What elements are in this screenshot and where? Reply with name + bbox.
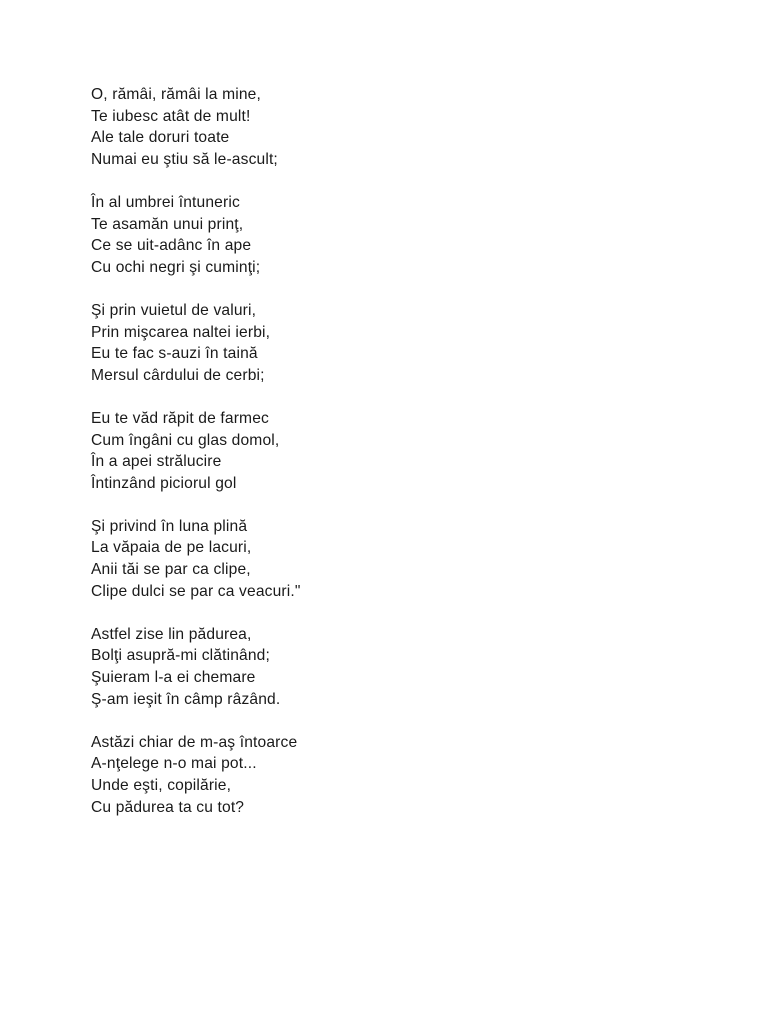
poem-line: La văpaia de pe lacuri, [91, 539, 252, 557]
stanza-5 [91, 516, 301, 602]
poem-line: Eu te fac s-auzi în taină [91, 345, 258, 363]
poem-line: Ale tale doruri toate [91, 129, 230, 147]
poem-line: Mersul cârdului de cerbi; [91, 366, 265, 384]
poem-line: Şuieram l-a ei chemare [91, 669, 256, 687]
poem-line: Întinzând piciorul gol [91, 474, 237, 492]
poem-line: Cu pădurea ta cu tot? [91, 798, 245, 816]
stanza-1 [91, 84, 301, 170]
poem-line: Prin mişcarea naltei ierbi, [91, 323, 271, 341]
poem-line: Cu ochi negri şi cuminţi; [91, 258, 261, 276]
poem-body [91, 84, 301, 818]
stanza-7 [91, 732, 301, 818]
poem-line: Anii tăi se par ca clipe, [91, 561, 251, 579]
poem-line: O, rămâi, rămâi la mine, [91, 86, 261, 103]
stanza-3 [91, 300, 301, 386]
poem-line: Şi privind în luna plină [91, 517, 248, 535]
poem-line: Şi prin vuietul de valuri, [91, 301, 257, 319]
poem-line: Cum îngâni cu glas domol, [91, 431, 280, 449]
poem-line: Numai eu ştiu să le-ascult; [91, 150, 278, 168]
poem-line: Clipe dulci se par ca veacuri." [91, 582, 301, 600]
poem-line: Ce se uit-adânc în ape [91, 237, 252, 255]
poem-line: În a apei strălucire [91, 453, 222, 471]
poem-line: A-nţelege n-o mai pot... [91, 755, 257, 773]
stanza-2 [91, 192, 301, 278]
poem-line: Unde eşti, copilărie, [91, 777, 232, 794]
poem-line: Te asamăn unui prinţ, [91, 215, 244, 233]
stanza-6 [91, 624, 301, 710]
poem-line: Eu te văd răpit de farmec [91, 409, 269, 427]
stanza-4 [91, 408, 301, 494]
poem-line: Astăzi chiar de m-aş întoarce [91, 733, 298, 751]
poem-line: Ş-am ieşit în câmp râzând. [91, 690, 281, 708]
poem-line: Astfel zise lin pădurea, [91, 625, 252, 643]
poem-line: Te iubesc atât de mult! [91, 107, 251, 125]
poem-line: În al umbrei întuneric [91, 193, 240, 211]
poem-line: Bolţi asupră-mi clătinând; [91, 647, 270, 665]
